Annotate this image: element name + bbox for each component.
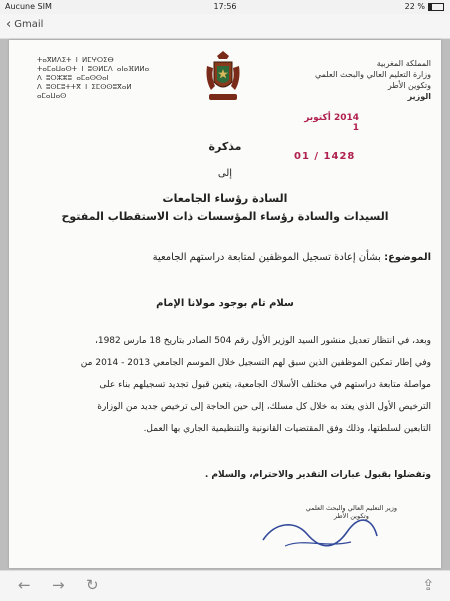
paragraph-line: التابعين لسلطتها، وذلك وفق المقتضيات القانونية والتنظيمية الجاري بها العمل. [143, 424, 431, 434]
closing-line: وتفضلوا بقبول عبارات التقدير والاحترام، والسلام . [204, 470, 431, 480]
recipients-line-2: السيدات والسادة رؤساء المؤسسات ذات الاستقطاب المفتوح [61, 210, 389, 223]
memo-title: مذكرة [208, 140, 242, 153]
paragraph-line: مواصلة متابعة دراستهم في مختلف الأسلاك الجامعية، يتعين قبول تجديد تسجيلهم بناء على [99, 380, 431, 390]
forward-arrow-icon[interactable]: → [52, 576, 65, 594]
bottom-toolbar [0, 570, 450, 601]
recipients-line-1: السادة رؤساء الجامعات [162, 192, 288, 205]
refresh-icon[interactable]: ↻ [86, 576, 99, 594]
back-arrow-icon[interactable]: ← [18, 576, 31, 594]
tifinagh-line: ⵜⴰⴳⵍⴷⵉⵜ ⵏ ⵍⵎⵖⵔⵉⴱ [37, 56, 114, 64]
subject-key: الموضوع: [384, 252, 431, 263]
tifinagh-line: ⵜⴰⵎⴰⵡⴰⵙⵜ ⵏ ⵓⵙⵍⵎⴷ ⴰⵏⴰⴼⵍⵍⴰ [37, 65, 150, 73]
subject-text: بشأن إعادة تسجيل الموظفين لمتابعة دراستهم الجامعية [152, 252, 385, 263]
paragraph-line: وفي إطار تمكين الموظفين الذين سبق لهم التسجيل خلال الموسم الجامعي 2013 - 2014 من [80, 358, 431, 368]
memo-to: إلى [217, 168, 233, 179]
paragraph-line: وبعد، في انتظار تعديل منشور السيد الوزير الأول رقم 504 الصادر بتاريخ 18 مارس 1982، [94, 336, 431, 346]
navigation-bar [0, 14, 450, 39]
letterhead-arabic [315, 58, 431, 102]
chevron-left-icon: ‹ [6, 17, 12, 32]
stamp-reference: 01 / 1428 [294, 151, 356, 162]
battery-icon [428, 3, 444, 11]
signature-title-line: وزير التعليم العالي والبحث العلمي [305, 504, 397, 512]
stamp-date: 2014 أكتوبر 1 [304, 113, 359, 133]
letterhead-line: المملكة المغربية [376, 59, 431, 68]
letterhead-line: وتكوين الأطر [387, 81, 431, 90]
status-bar [0, 0, 450, 14]
document-page [9, 40, 441, 568]
battery-status [405, 2, 444, 11]
tifinagh-line: ⴷ ⵓⵔⵣⵣⵓ ⴰⵎⴰⵙⵙⴰⵏ [37, 74, 109, 82]
moroccan-coat-of-arms-icon [201, 50, 245, 104]
clock: 17:56 [213, 2, 237, 11]
tifinagh-line: ⴷ ⵓⵙⵎⵓⵜⵜⴳ ⵏ ⵉⵎⵙⵙⵓⴳⴰⵍ [37, 83, 132, 91]
letterhead-tifinagh [37, 56, 149, 101]
paragraph-line: الترخيص الأول الذي يعتد به خلال كل مسلك، إلى حين الحاجة إلى ترخيص جديد من الوزارة [97, 402, 431, 412]
letterhead-line: الوزير [407, 92, 431, 101]
back-label: Gmail [14, 19, 44, 30]
carrier-label: Aucune SIM [5, 2, 52, 11]
signature-icon [255, 512, 385, 556]
share-icon[interactable]: ⇪ [422, 576, 435, 594]
tifinagh-line: ⴰⵎⴰⵡⴰⵙ [37, 92, 67, 100]
battery-percent: 22 % [404, 2, 425, 11]
back-to-gmail-button[interactable] [6, 17, 43, 32]
letterhead-line: وزارة التعليم العالي والبحث العلمي [315, 70, 431, 79]
memo-subject [153, 252, 431, 263]
salutation: سلام تام بوجود مولانا الإمام [156, 298, 294, 309]
signature-title-line: وتكوين الأطر [333, 512, 369, 520]
